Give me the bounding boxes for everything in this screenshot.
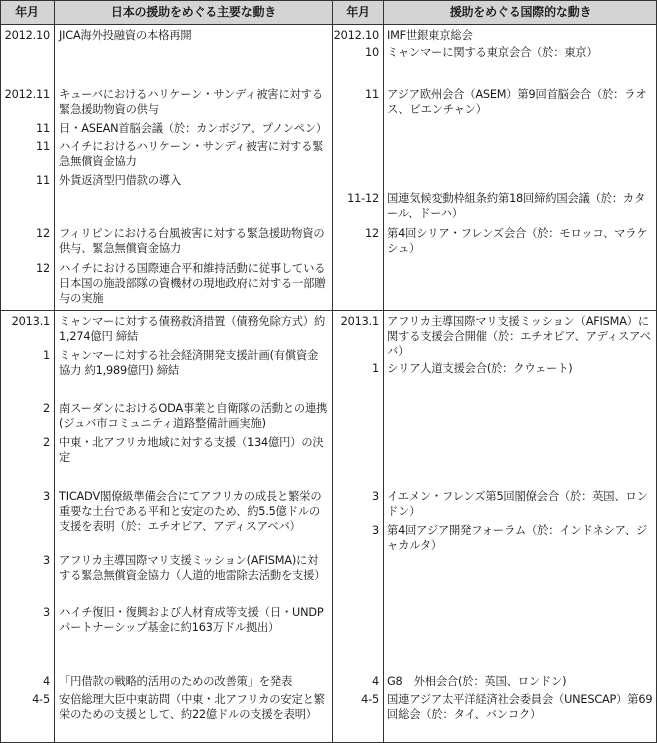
japan-event: フィリピンにおける台風被害に対する緊急援助物資の供与、緊急無償資金協力 xyxy=(59,227,325,255)
japan-date: 3 xyxy=(43,490,50,503)
grid-line-top xyxy=(0,0,657,1)
grid-line-col1 xyxy=(54,0,55,743)
intl-date: 1 xyxy=(372,362,379,375)
intl-event: 第4回アジア開発フォーラム（於：インドネシア、ジャカルタ） xyxy=(387,524,648,552)
japan-date: 12 xyxy=(36,227,50,240)
japan-date: 2012.11 xyxy=(4,88,50,101)
intl-date: 11-12 xyxy=(347,192,379,205)
intl-date: 3 xyxy=(372,524,379,537)
japan-event: ハイチにおける国際連合平和維持活動に従事している日本国の施設部隊の資機材の現地政府に対する一部贈与の実施 xyxy=(59,262,326,305)
intl-event: イエメン・フレンズ第5回閣僚会合（於：英国、ロンドン） xyxy=(387,490,648,518)
grid-line-left xyxy=(0,0,1,743)
intl-date: 2012.10 xyxy=(333,29,379,42)
japan-event: ハイチ復旧・復興および人材育成等支援（日・UNDPパートナーシップ基金に約163万ドル拠出） xyxy=(59,606,324,634)
japan-event: キューバにおけるハリケーン・サンディ被害に対する緊急援助物資の供与 xyxy=(59,88,323,116)
intl-event: IMF世銀東京総会 xyxy=(387,29,473,42)
japan-date: 3 xyxy=(43,606,50,619)
japan-event: ミャンマーに対する債務救済措置（債務免除方式）約1,274億円 締結 xyxy=(59,315,326,343)
japan-event: 南スーダンにおけるODA事業と自衛隊の活動との連携(ジュバ市コミュニティ道路整備計画実施) xyxy=(59,402,328,430)
japan-event: 安倍総理大臣中東訪問（中東・北アフリカの安定と繁栄のための支援として、約22億ドルの支援を表明） xyxy=(59,693,325,721)
japan-date: 1 xyxy=(43,349,50,362)
header-international-aid: 援助をめぐる国際的な動き xyxy=(384,0,657,24)
japan-event: JICA海外投融資の本格再開 xyxy=(59,29,192,42)
header-japan-aid: 日本の援助をめぐる主要な動き xyxy=(55,0,332,24)
japan-event: 中東・北アフリカ地域に対する支援（134億円）の決定 xyxy=(59,436,324,464)
intl-date: 11 xyxy=(365,88,379,101)
japan-date: 11 xyxy=(36,122,50,135)
japan-date: 2012.10 xyxy=(4,29,50,42)
intl-event: 国連気候変動枠組条約第18回締約国会議（於：カタール、ドーハ） xyxy=(387,192,646,220)
intl-date: 4 xyxy=(372,675,379,688)
grid-line-header xyxy=(0,24,657,25)
japan-event: アフリカ主導国際マリ支援ミッション(AFISMA)に対する緊急無償資金協力（人道的地雷除去活動を支援） xyxy=(59,554,326,582)
japan-date: 2013.1 xyxy=(11,315,50,328)
japan-event: ハイチにおけるハリケーン・サンディ被害に対する緊急無償資金協力 xyxy=(59,140,324,168)
japan-date: 3 xyxy=(43,554,50,567)
intl-date: 4-5 xyxy=(361,693,379,706)
intl-date: 3 xyxy=(372,490,379,503)
japan-date: 12 xyxy=(36,262,50,275)
intl-event: 第4回シリア・フレンズ会合（於：モロッコ、マラケシュ） xyxy=(387,227,648,255)
intl-date: 10 xyxy=(365,46,379,59)
japan-date: 2 xyxy=(43,436,50,449)
japan-date: 11 xyxy=(36,174,50,187)
intl-event: アフリカ主導国際マリ支援ミッション（AFISMA）に関する支援会合開催（於：エチオピア、アディスアベバ） xyxy=(387,315,651,358)
intl-date: 12 xyxy=(365,227,379,240)
grid-line-year-split xyxy=(0,310,657,311)
intl-event: G8 外相会合(於：英国、ロンドン) xyxy=(387,675,567,688)
japan-event: TICADⅤ閣僚級準備会合にてアフリカの成長と繁栄の重要な土台である平和と安定のため、約5.5億ドルの支援を表明（於：エチオピア、アディスアベバ） xyxy=(59,490,322,533)
header-date-right: 年月 xyxy=(333,0,383,24)
japan-date: 4-5 xyxy=(32,693,50,706)
japan-event: 日・ASEAN首脳会議（於：カンボジア、プノンペン） xyxy=(59,122,327,135)
japan-event: 外貨返済型円借款の導入 xyxy=(59,174,182,187)
japan-event: ミャンマーに対する社会経済開発支援計画(有償資金協力 約1,989億円) 締結 xyxy=(59,349,319,377)
japan-date: 2 xyxy=(43,402,50,415)
intl-event: アジア欧州会合（ASEM）第9回首脳会合（於：ラオス、ビエンチャン） xyxy=(387,88,647,116)
japan-event: 「円借款の戦略的活用のための改善策」を発表 xyxy=(59,675,293,688)
intl-event: ミャンマーに関する東京会合（於：東京） xyxy=(387,46,598,59)
japan-date: 11 xyxy=(36,140,50,153)
grid-line-col3 xyxy=(383,0,384,743)
intl-date: 2013.1 xyxy=(340,315,379,328)
header-date-left: 年月 xyxy=(0,0,54,24)
intl-event: 国連アジア太平洋経済社会委員会（UNESCAP）第69回総会（於：タイ、バンコク） xyxy=(387,693,653,721)
intl-event: シリア人道支援会合(於：クウェート) xyxy=(387,362,573,375)
japan-date: 4 xyxy=(43,675,50,688)
